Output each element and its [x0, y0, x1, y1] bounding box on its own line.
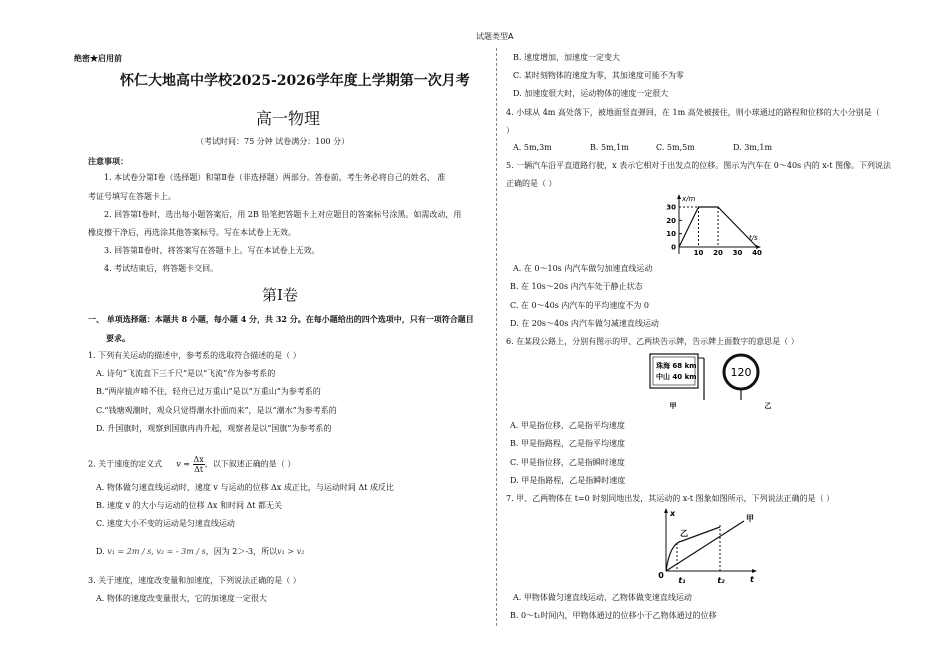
chart-x-tick: 10 [693, 249, 704, 257]
q6-signs-figure [648, 350, 788, 412]
q4-option-a: A. 5m,3m [513, 143, 552, 152]
q2-formula-numerator: Δx [193, 455, 204, 464]
chart-y-arrow [677, 194, 681, 199]
part-heading: 一、 单项选择题：本题共 8 小题，每小题 4 分，共 32 分。在每小题给出的四个选项中，只有一项符合题目 [88, 314, 474, 324]
q7-option-b: B. 0～t₁时间内，甲物体通过的位移小于乙物体通过的位移 [510, 611, 717, 620]
q3-stem: 3. 关于速度，速度改变量和加速度，下列说法正确的是（ ） [88, 576, 301, 585]
chart-x-tick: 30 [732, 249, 743, 257]
q7-stem: 7. 甲、乙两物体在 t=0 时刻同地出发，其运动的 x-t 图象如图所示，下列说法正确的是（ ） [506, 494, 835, 503]
chart7-x-arrow [752, 569, 757, 573]
q5-stem: 5. 一辆汽车沿平直道路行驶，x 表示它相对于出发点的位移。图示为汽车在 0～40s 内的 x-t 图像。下列说法 [506, 161, 892, 170]
notice-line: 4. 考试结束后，将答题卡交回。 [104, 264, 219, 273]
q5-option-b: B. 在 10s～20s 内汽车处于静止状态 [510, 282, 643, 291]
exam-type-label: 试题类型A [476, 32, 514, 41]
chart-y-ticks [666, 204, 676, 252]
chart7-jia-label: 甲 [746, 514, 754, 523]
chart7-t1-label: t₁ [678, 576, 686, 585]
q7-option-a: A. 甲物体做匀速直线运动，乙物体做变速直线运动 [513, 593, 692, 602]
q6-option-a: A. 甲是指位移，乙是指平均速度 [510, 421, 625, 430]
q1-option-c: C.“钱塘观潮时，观众只觉得潮水扑面而来”，是以“潮水”为参考系的 [96, 406, 337, 415]
subject-title: 高一物理 [256, 109, 321, 128]
chart7-x-label: t [750, 575, 754, 584]
q4-option-c: C. 5m,5m [656, 143, 695, 152]
q1-option-d: D. 升国旗时，观察到国旗冉冉升起，观察者是以“国旗”为参考系的 [96, 424, 332, 433]
chart-origin: 0 [671, 243, 676, 252]
q2-option-d-text: ，因为 2＞-3，所以 [205, 547, 278, 556]
q2-option-d-label: D. [96, 547, 105, 556]
q5-option-d: D. 在 20s～40s 内汽车做匀减速直线运动 [510, 319, 659, 328]
q5-option-c: C. 在 0～40s 内汽车的平均速度不为 0 [510, 301, 650, 310]
exam-info: （考试时间：75 分钟 试卷满分：100 分） [196, 137, 350, 146]
column-divider [496, 48, 497, 626]
q3-option-d: D. 加速度很大时，运动物体的速度一定很大 [513, 89, 669, 98]
chart7-origin: 0 [658, 571, 664, 580]
q2-formula-denominator: Δt [194, 465, 204, 474]
sign-yi-label: 乙 [764, 402, 772, 410]
q6-option-c: C. 甲是指位移，乙是指瞬时速度 [510, 458, 625, 467]
secret-label: 绝密★启用前 [74, 53, 122, 63]
q4-option-b: B. 5m,1m [590, 143, 629, 152]
q5-option-a: A. 在 0～10s 内汽车做匀加速直线运动 [513, 264, 653, 273]
q5-stem-cont: 正确的是（ ） [506, 179, 557, 188]
q2-stem [88, 455, 295, 474]
chart-x-tick: 40 [752, 249, 762, 257]
notice-line: 考证号填写在答题卡上。 [88, 192, 176, 201]
q2-stem-a: 2. 关于速度的定义式 [88, 459, 163, 469]
notice-line: 3. 回答第Ⅱ卷时，将答案写在答题卡上。写在本试卷上无效。 [104, 246, 320, 255]
q4-stem: 4. 小球从 4m 高处落下，被地面竖直弹回，在 1m 高处被接住，则小球通过的路程和位移的大小分别是（ [506, 108, 880, 117]
q4-option-d: D. 3m,1m [733, 143, 773, 152]
q7-xt-chart [652, 505, 762, 585]
notice-line: 橡皮擦干净后，再选涂其他答案标号。写在本试卷上无效。 [88, 228, 296, 237]
q2-formula-fraction [193, 455, 205, 474]
chart-x-tick: 20 [713, 249, 723, 257]
chart7-yi-label: 乙 [680, 529, 688, 538]
chart7-y-arrow [664, 508, 668, 513]
notice-line: 2. 回答第Ⅰ卷时，选出每小题答案后，用 2B 铅笔把答题卡上对应题目的答案标号涂黑。如需改动，用 [104, 210, 462, 219]
q2-option-d [96, 546, 304, 558]
q6-option-d: D. 甲是指路程，乙是指瞬时速度 [510, 476, 626, 485]
chart-y-tick: 20 [666, 216, 676, 225]
chart-x-ticks [694, 249, 762, 257]
sign-yi-speed: 120 [730, 366, 752, 379]
q2-option-c: C. 速度大小不变的运动是匀速直线运动 [96, 519, 235, 528]
q6-option-b: B. 甲是指路程，乙是指平均速度 [510, 439, 625, 448]
q6-stem: 6. 在某段公路上，分别有图示的甲、乙两块告示牌，告示牌上面数字的意思是（ ） [506, 337, 799, 346]
section-title: 第Ⅰ卷 [262, 286, 298, 304]
q3-option-b: B. 速度增加，加速度一定变大 [513, 53, 620, 62]
q2-option-b: B. 速度 v 的大小与运动的位移 Δx 和时间 Δt 都无关 [96, 501, 283, 510]
chart7-curve-yi [666, 527, 720, 571]
q2-option-a: A. 物体做匀速直线运动时，速度 v 与运动的位移 Δx 成正比，与运动时间 Δt 成反比 [96, 483, 394, 492]
part-heading-cont: 要求。 [106, 333, 130, 343]
chart7-y-label: x [670, 509, 676, 518]
q1-option-a: A. 诗句“飞流直下三千尺”是以“飞流”作为参考系的 [96, 369, 276, 378]
q1-option-b: B.“两岸猿声啼不住，轻舟已过万重山”是以“万重山”为参考系的 [96, 387, 321, 396]
q4-stem-cont: ） [506, 126, 514, 135]
chart7-line-jia [666, 521, 744, 571]
q2-stem-b: ，以下叙述正确的是（ ） [204, 459, 296, 469]
chart-y-label: x/m [682, 195, 696, 203]
q1-stem: 1. 下列有关运动的描述中，参考系的选取符合描述的是（ ） [88, 351, 301, 360]
sign-jia-label: 甲 [669, 402, 677, 410]
notice-line: 1. 本试卷分第Ⅰ卷（选择题）和第Ⅱ卷（非选择题）两部分。答卷前，考生务必将自己的姓名、 准 [104, 173, 446, 182]
chart-y-tick: 10 [666, 230, 676, 239]
q2-formula-v: v = [176, 459, 190, 469]
q2-option-d-formula1: v₁ = 2m / s, v₂ = - 3m / s [107, 547, 206, 556]
exam-title: 怀仁大地高中学校2025-2026学年度上学期第一次月考 [120, 73, 470, 89]
chart-y-tick: 30 [666, 203, 676, 212]
q5-xt-chart [655, 192, 765, 260]
notice-heading: 注意事项： [88, 156, 128, 166]
q3-option-c: C. 某时刻物体的速度为零，其加速度可能不为零 [513, 71, 684, 80]
sign-jia-line1: 珠海 68 km [656, 362, 697, 370]
q3-option-a: A. 物体的速度改变量很大，它的加速度一定很大 [96, 594, 267, 603]
q2-option-d-formula2: v₁ > v₂ [277, 547, 305, 556]
sign-jia-line2: 中山 40 km [656, 373, 697, 381]
chart-gridlines [679, 207, 718, 247]
chart-x-label: t/s [749, 234, 758, 242]
chart7-t2-label: t₂ [717, 576, 725, 585]
